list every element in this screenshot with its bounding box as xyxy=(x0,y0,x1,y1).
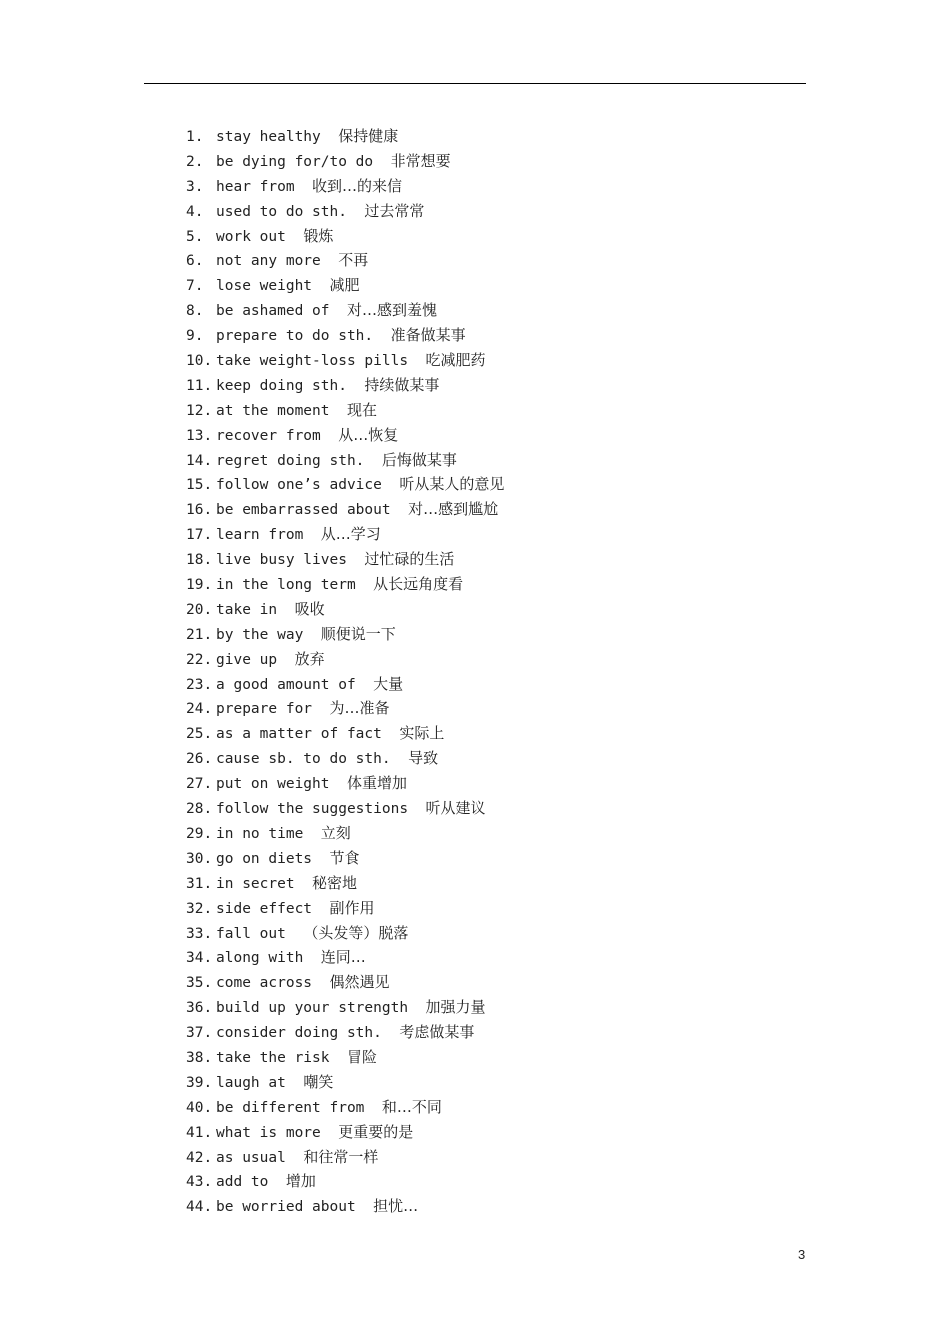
phrase-english: side effect xyxy=(216,900,313,917)
phrase-english: not any more xyxy=(216,253,321,270)
phrase-item xyxy=(186,572,504,597)
phrase-english: take in xyxy=(216,601,278,618)
phrase-english: take weight-loss pills xyxy=(216,353,409,370)
phrase-item xyxy=(186,746,504,771)
phrase-english: by the way xyxy=(216,626,304,643)
phrase-chinese: 减肥 xyxy=(329,276,360,295)
phrase-number: 37. xyxy=(186,1025,213,1042)
phrase-chinese: 非常想要 xyxy=(390,151,451,170)
phrase-item xyxy=(186,423,504,448)
phrase-item xyxy=(186,472,504,497)
phrase-english: give up xyxy=(216,651,278,668)
phrase-number: 6. xyxy=(186,253,204,270)
phrase-number: 9. xyxy=(186,328,204,345)
phrase-number: 33. xyxy=(186,925,213,942)
phrase-item xyxy=(186,995,504,1020)
phrase-english: keep doing sth. xyxy=(216,377,347,394)
phrase-item xyxy=(186,323,504,348)
phrase-chinese: 听从某人的意见 xyxy=(399,475,505,494)
phrase-item xyxy=(186,945,504,970)
phrase-item xyxy=(186,821,504,846)
phrase-chinese: 过忙碌的生活 xyxy=(364,550,455,569)
phrase-item xyxy=(186,273,504,298)
phrase-item xyxy=(186,348,504,373)
phrase-chinese: 锻炼 xyxy=(303,226,334,245)
phrase-english: as usual xyxy=(216,1149,286,1166)
phrase-chinese: 和…不同 xyxy=(381,1097,442,1116)
phrase-item xyxy=(186,497,504,522)
phrase-number: 23. xyxy=(186,676,213,693)
phrase-chinese: 听从建议 xyxy=(425,799,486,818)
phrase-english: prepare to do sth. xyxy=(216,328,374,345)
phrase-chinese: 准备做某事 xyxy=(390,326,466,345)
phrase-number: 15. xyxy=(186,477,213,494)
phrase-english: along with xyxy=(216,950,304,967)
phrase-chinese: 吸收 xyxy=(294,599,325,618)
phrase-english: follow the suggestions xyxy=(216,801,409,818)
phrase-number: 2. xyxy=(186,153,204,170)
phrase-number: 29. xyxy=(186,825,213,842)
phrase-number: 31. xyxy=(186,875,213,892)
phrase-number: 44. xyxy=(186,1199,213,1216)
phrase-chinese: 现在 xyxy=(346,400,377,419)
phrase-english: regret doing sth. xyxy=(216,452,365,469)
phrase-item xyxy=(186,970,504,995)
phrase-english: cause sb. to do sth. xyxy=(216,751,391,768)
phrase-chinese: 过去常常 xyxy=(364,201,425,220)
phrase-chinese: 增加 xyxy=(285,1172,316,1191)
phrase-number: 10. xyxy=(186,353,213,370)
phrase-number: 16. xyxy=(186,502,213,519)
phrase-item xyxy=(186,298,504,323)
phrase-english: hear from xyxy=(216,178,295,195)
phrase-chinese: 副作用 xyxy=(329,898,375,917)
phrase-number: 22. xyxy=(186,651,213,668)
phrase-number: 39. xyxy=(186,1074,213,1091)
phrase-english: lose weight xyxy=(216,278,313,295)
phrase-chinese: 和往常一样 xyxy=(303,1147,379,1166)
phrase-item xyxy=(186,796,504,821)
phrase-chinese: 从…恢复 xyxy=(338,425,399,444)
phrase-number: 42. xyxy=(186,1149,213,1166)
phrase-english: in secret xyxy=(216,875,295,892)
phrase-number: 40. xyxy=(186,1099,213,1116)
phrase-chinese: 偶然遇见 xyxy=(329,973,390,992)
phrase-number: 34. xyxy=(186,950,213,967)
phrase-item xyxy=(186,1145,504,1170)
phrase-english: build up your strength xyxy=(216,1000,409,1017)
phrase-number: 7. xyxy=(186,278,204,295)
phrase-english: follow one’s advice xyxy=(216,477,382,494)
phrase-chinese: 连同… xyxy=(320,948,366,967)
phrase-number: 17. xyxy=(186,527,213,544)
phrase-item xyxy=(186,547,504,572)
phrase-chinese: 对…感到尴尬 xyxy=(408,500,499,519)
phrase-english: in the long term xyxy=(216,577,356,594)
phrase-english: at the moment xyxy=(216,402,330,419)
phrase-english: be ashamed of xyxy=(216,303,330,320)
phrase-chinese: 加强力量 xyxy=(425,998,486,1017)
phrase-list xyxy=(186,124,504,1219)
phrase-item xyxy=(186,149,504,174)
phrase-number: 13. xyxy=(186,427,213,444)
phrase-item xyxy=(186,124,504,149)
phrase-chinese: 不再 xyxy=(338,251,369,270)
phrase-chinese: 后悔做某事 xyxy=(381,450,457,469)
phrase-chinese: 为…准备 xyxy=(329,699,390,718)
phrase-number: 30. xyxy=(186,850,213,867)
phrase-chinese: 实际上 xyxy=(399,724,445,743)
phrase-english: live busy lives xyxy=(216,552,347,569)
phrase-number: 19. xyxy=(186,577,213,594)
phrase-english: what is more xyxy=(216,1124,321,1141)
phrase-item xyxy=(186,771,504,796)
phrase-item xyxy=(186,896,504,921)
phrase-item xyxy=(186,1020,504,1045)
phrase-number: 25. xyxy=(186,726,213,743)
phrase-english: add to xyxy=(216,1174,269,1191)
phrase-item xyxy=(186,672,504,697)
phrase-english: learn from xyxy=(216,527,304,544)
phrase-english: in no time xyxy=(216,825,304,842)
phrase-chinese: 持续做某事 xyxy=(364,375,440,394)
phrase-item xyxy=(186,597,504,622)
phrase-item xyxy=(186,721,504,746)
phrase-number: 36. xyxy=(186,1000,213,1017)
phrase-item xyxy=(186,846,504,871)
phrase-english: a good amount of xyxy=(216,676,356,693)
phrase-item xyxy=(186,1070,504,1095)
header-rule xyxy=(144,83,806,84)
phrase-chinese: 节食 xyxy=(329,848,360,867)
phrase-number: 28. xyxy=(186,801,213,818)
phrase-english: prepare for xyxy=(216,701,313,718)
phrase-number: 5. xyxy=(186,228,204,245)
phrase-number: 8. xyxy=(186,303,204,320)
phrase-item xyxy=(186,1169,504,1194)
phrase-number: 41. xyxy=(186,1124,213,1141)
phrase-item xyxy=(186,871,504,896)
phrase-chinese: 顺便说一下 xyxy=(320,624,396,643)
phrase-chinese: 立刻 xyxy=(320,823,351,842)
phrase-number: 24. xyxy=(186,701,213,718)
phrase-item xyxy=(186,199,504,224)
phrase-english: come across xyxy=(216,975,313,992)
phrase-item xyxy=(186,448,504,473)
phrase-item xyxy=(186,398,504,423)
page-number: 3 xyxy=(798,1247,806,1262)
phrase-english: fall out xyxy=(216,925,286,942)
phrase-chinese: 秘密地 xyxy=(312,873,358,892)
phrase-chinese: 冒险 xyxy=(346,1047,377,1066)
phrase-number: 35. xyxy=(186,975,213,992)
phrase-item xyxy=(186,248,504,273)
phrase-number: 38. xyxy=(186,1049,213,1066)
phrase-item xyxy=(186,373,504,398)
phrase-item xyxy=(186,696,504,721)
phrase-number: 20. xyxy=(186,601,213,618)
phrase-english: laugh at xyxy=(216,1074,286,1091)
phrase-english: put on weight xyxy=(216,776,330,793)
phrase-chinese: 保持健康 xyxy=(338,127,399,145)
phrase-chinese: 考虑做某事 xyxy=(399,1023,475,1042)
phrase-chinese: 导致 xyxy=(408,749,439,768)
phrase-item xyxy=(186,1120,504,1145)
phrase-number: 4. xyxy=(186,203,204,220)
phrase-english: be worried about xyxy=(216,1199,356,1216)
phrase-number: 26. xyxy=(186,751,213,768)
phrase-number: 43. xyxy=(186,1174,213,1191)
phrase-item xyxy=(186,647,504,672)
phrase-number: 11. xyxy=(186,377,213,394)
phrase-english: go on diets xyxy=(216,850,313,867)
phrase-english: be dying for/to do xyxy=(216,153,374,170)
phrase-english: be embarrassed about xyxy=(216,502,391,519)
phrase-chinese: 更重要的是 xyxy=(338,1122,414,1141)
phrase-item xyxy=(186,1045,504,1070)
phrase-chinese: 担忧… xyxy=(373,1197,419,1216)
phrase-chinese: 从长远角度看 xyxy=(373,575,464,594)
phrase-number: 12. xyxy=(186,402,213,419)
phrase-english: take the risk xyxy=(216,1049,330,1066)
phrase-number: 1. xyxy=(186,129,204,145)
phrase-chinese: 从…学习 xyxy=(320,525,381,544)
phrase-number: 27. xyxy=(186,776,213,793)
phrase-number: 32. xyxy=(186,900,213,917)
phrase-item xyxy=(186,1095,504,1120)
phrase-number: 18. xyxy=(186,552,213,569)
phrase-number: 21. xyxy=(186,626,213,643)
phrase-english: used to do sth. xyxy=(216,203,347,220)
phrase-chinese: 嘲笑 xyxy=(303,1072,334,1091)
phrase-item xyxy=(186,921,504,946)
phrase-english: stay healthy xyxy=(216,129,321,145)
phrase-number: 14. xyxy=(186,452,213,469)
phrase-english: as a matter of fact xyxy=(216,726,382,743)
phrase-item xyxy=(186,174,504,199)
phrase-item xyxy=(186,522,504,547)
phrase-chinese: 体重增加 xyxy=(346,774,407,793)
phrase-chinese: 对…感到羞愧 xyxy=(346,301,437,320)
phrase-english: recover from xyxy=(216,427,321,444)
phrase-chinese: 大量 xyxy=(373,674,404,693)
phrase-number: 3. xyxy=(186,178,204,195)
phrase-chinese: 收到…的来信 xyxy=(312,176,403,195)
phrase-english: be different from xyxy=(216,1099,365,1116)
phrase-english: consider doing sth. xyxy=(216,1025,382,1042)
phrase-item xyxy=(186,1194,504,1219)
phrase-item xyxy=(186,224,504,249)
phrase-english: work out xyxy=(216,228,286,245)
phrase-chinese: （头发等）脱落 xyxy=(303,923,409,942)
phrase-chinese: 放弃 xyxy=(294,649,325,668)
phrase-chinese: 吃减肥药 xyxy=(425,351,486,370)
phrase-item xyxy=(186,622,504,647)
